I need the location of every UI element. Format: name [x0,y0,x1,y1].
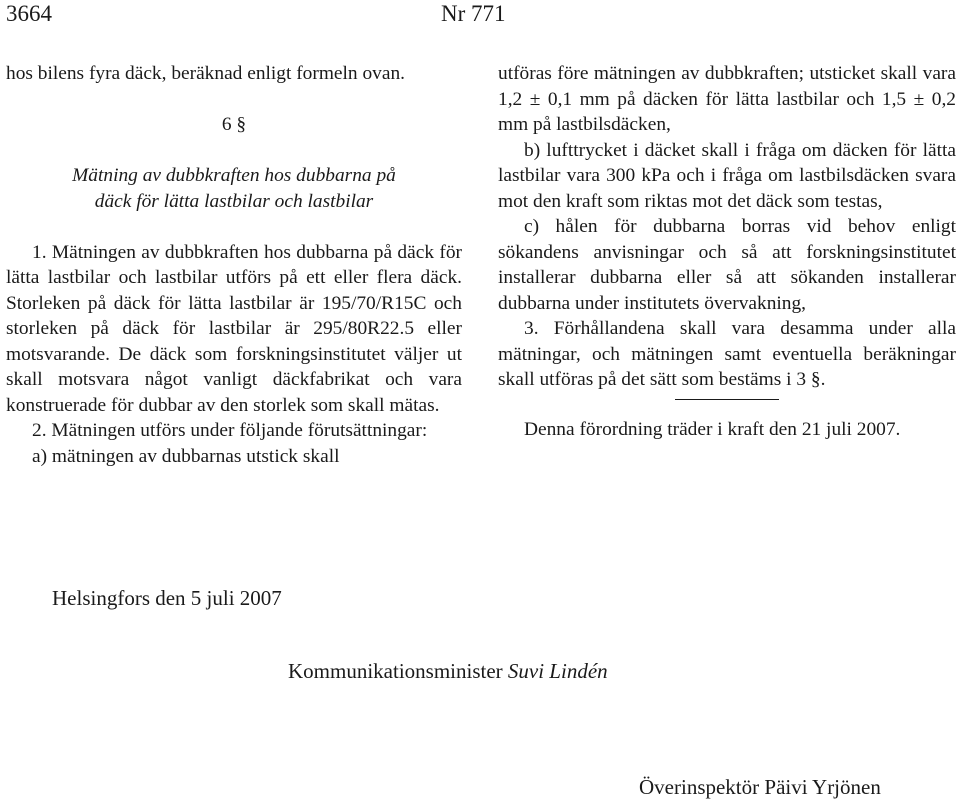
inspector-signature: Överinspektör Päivi Yrjönen [639,775,881,799]
minister-name: Suvi Lindén [507,659,608,683]
minister-signature [288,658,608,684]
paragraph-1: 1. Mätningen av dubbkraften hos dubbarna på däck för lätta lastbilar och lastbilar utförs på ett eller flera däck. Storleken på däck för lätta lastbilar är 195/70/R15C och storleken på däck för lastbilar är 295/80R22.5 eller motsvarande. De däck som forskningsinstitutet väljer ut skall motsvara något vanligt däckfabrikat och vara konstruerade för dubbar av den storlek som skall mätas. [6,241,462,416]
paragraph-2: 2. Mätningen utförs under följande förutsättningar: [32,420,428,441]
paragraph-2c: c) hålen för dubbarna borras vid behov enligt sökandens anvisningar och så att forskningsinstitutet installerar dubbarna eller så att sökanden installerar dubbarna under institutets övervakning, [498,216,956,314]
paragraph-2b: b) lufttrycket i däcket skall i fråga om däcken för lätta lastbilar vara 300 kPa och i fråga om lastbilsdäcken svara mot den kraft som riktas mot det däck som testas, [498,139,956,212]
paragraph-2a-continued: utföras före mätningen av dubbkraften; utsticket skall vara 1,2 ± 0,1 mm på däcken för lätta lastbilar och 1,5 ± 0,2 mm på lastbilsdäcken, [498,63,956,135]
place-date: Helsingfors den 5 juli 2007 [52,586,282,610]
section-heading-line1: Mätning av dubbkraften hos dubbarna på [72,165,396,186]
page-number: 3664 [6,1,52,26]
issue-number: Nr 771 [441,1,506,26]
intro-paragraph: hos bilens fyra däck, beräknad enligt formeln ovan. [6,63,405,84]
left-column [6,61,462,469]
section-heading-line2: däck för lätta lastbilar och lastbilar [94,190,374,212]
minister-title: Kommunikationsminister [288,659,503,683]
section-number: 6 § [221,114,247,135]
right-column [498,61,956,442]
paragraph-3: 3. Förhållandena skall vara desamma under alla mätningar, och mätningen samt eventuella beräkningar skall utföras på det sätt som bestäms i 3 §. [498,318,956,390]
paragraph-2a: a) mätningen av dubbarnas utstick skall [32,445,340,467]
entry-into-force: Denna förordning träder i kraft den 21 juli 2007. [524,418,901,440]
section-divider [675,399,779,400]
